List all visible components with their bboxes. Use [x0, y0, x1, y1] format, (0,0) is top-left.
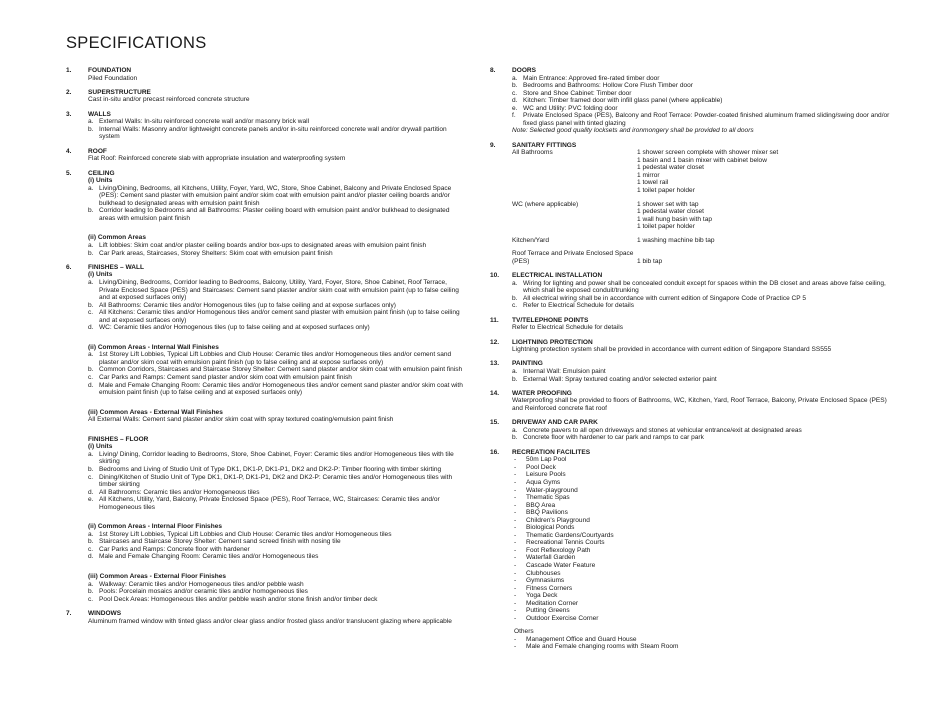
list-marker: b. — [512, 294, 518, 302]
fitting-item: 1 wall hung basin with tap — [637, 215, 712, 223]
list-text: Corridor leading to Bedrooms and all Bathrooms: Plaster ceiling board with emulsion paint and/or bulkhead to designated areas with emulsion paint finish — [99, 207, 450, 222]
spec-list-item — [512, 295, 890, 303]
section-number: 15. — [490, 419, 500, 427]
spec-list-item — [88, 596, 466, 604]
dash-marker: - — [514, 635, 517, 643]
list-marker: a. — [88, 184, 94, 192]
subsection-heading: (iii) Common Areas - External Wall Finishes — [88, 408, 223, 416]
section-number: 2. — [66, 88, 72, 96]
facility-name: Thematic Spas — [526, 494, 570, 502]
list-marker: e. — [512, 104, 518, 112]
list-marker: a. — [88, 530, 94, 538]
subsection-heading: (ii) Common Areas - Internal Wall Finishes — [88, 343, 219, 351]
spec-section — [66, 610, 466, 625]
list-marker: b. — [88, 301, 94, 309]
spec-list-item — [88, 374, 466, 382]
spec-section — [490, 449, 890, 651]
list-marker: d. — [512, 97, 518, 105]
list-marker: c. — [88, 473, 94, 481]
spec-list-item — [88, 309, 466, 324]
facility-item — [514, 524, 890, 532]
list-text: Wiring for lighting and power shall be concealed conduit except for spaces within the DB closet and areas above false ceiling, which shall be exposed conduit/trunking — [523, 279, 886, 295]
spec-list-item — [88, 553, 466, 561]
subsection-heading: (ii) Common Areas — [88, 234, 146, 242]
section-number: 10. — [490, 272, 500, 280]
spacer — [88, 424, 466, 430]
spec-list-item — [512, 97, 890, 105]
section-number: 6. — [66, 263, 72, 271]
spec-section — [490, 339, 890, 354]
section-number: 5. — [66, 169, 72, 177]
spec-list-item — [88, 250, 466, 258]
spec-text: Cast in-situ and/or precast reinforced concrete structure — [88, 96, 250, 104]
facility-item — [514, 494, 890, 502]
facility-item — [514, 592, 890, 600]
facility-item — [514, 607, 890, 615]
spacer — [88, 511, 466, 517]
spacer — [88, 561, 466, 567]
spec-list-item — [88, 302, 466, 310]
spec-section — [490, 419, 890, 442]
list-text: Car Park areas, Staircases, Storey Shelters: Skim coat with emulsion paint finish — [99, 249, 333, 257]
section-number: 8. — [490, 67, 496, 74]
spec-list-item — [88, 279, 466, 302]
list-marker: a. — [88, 580, 94, 588]
fitting-row — [512, 149, 890, 194]
list-text: 1st Storey Lift Lobbies, Typical Lift Lobbies and Club House: Ceramic tiles and/or Homogeneous tiles — [99, 530, 392, 538]
list-text: Refer to Electrical Schedule for details — [523, 302, 634, 310]
list-text: Walkway: Ceramic tiles and/or Homogeneous tiles and/or pebble wash — [99, 580, 304, 588]
facility-item — [514, 532, 890, 540]
list-marker: d. — [88, 553, 94, 561]
facility-name: Leisure Pools — [526, 471, 566, 479]
dash-marker: - — [514, 614, 517, 622]
fitting-item: 1 pedestal water closet — [637, 208, 704, 216]
list-marker: b. — [88, 538, 94, 546]
section-number: 16. — [490, 448, 500, 456]
list-text: Store and Shoe Cabinet: Timber door — [523, 89, 632, 97]
spec-text: Aluminum framed window with tinted glass and/or clear glass and/or frosted glass and/or translucent glazing where applicable — [88, 617, 452, 625]
facility-name: Meditation Corner — [526, 599, 579, 607]
dash-marker: - — [514, 554, 517, 562]
facility-name: Pool Deck — [526, 463, 556, 471]
dash-marker: - — [514, 471, 517, 479]
list-marker: d. — [88, 381, 94, 389]
spec-text: Refer to Electrical Schedule for details — [512, 324, 623, 332]
fitting-row — [512, 250, 890, 265]
dash-marker: - — [514, 516, 517, 524]
fitting-location: Roof Terrace and Private Enclosed Space (PES) — [512, 250, 634, 265]
facility-item — [514, 554, 890, 562]
spec-section — [66, 170, 466, 257]
fitting-item — [637, 250, 890, 258]
spec-list-item — [512, 75, 890, 83]
list-text: External Wall: Spray textured coating and/or selected exterior paint — [523, 375, 717, 383]
section-number: 14. — [490, 389, 500, 397]
list-marker: a. — [512, 426, 518, 434]
dash-marker: - — [514, 584, 517, 592]
right-column — [490, 67, 890, 658]
list-marker: b. — [88, 249, 94, 257]
spec-list-item — [512, 302, 890, 310]
list-text: Living/Dining, Bedrooms, Corridor leading to Bedrooms, Balcony, Utility, Yard, Foyer, Store, Shoe Cabinet, Roof Terrace, Private Enclosed Space (PES) and Staircases: Cement sand plaster and/or skim coat with emulsion paint (up to false ceiling and at exposed surfaces only) — [99, 279, 459, 302]
list-text: All Bathrooms: Ceramic tiles and/or Homogenous tiles (up to false ceiling and at expose surfaces only) — [99, 301, 396, 309]
spec-list-item — [88, 207, 466, 222]
facility-name: Management Office and Guard House — [526, 635, 637, 643]
section-number: 9. — [490, 141, 496, 149]
dash-marker: - — [514, 577, 517, 585]
facility-name: Putting Greens — [526, 607, 570, 615]
subsection-heading: (iii) Common Areas - External Floor Finishes — [88, 572, 226, 580]
spec-list-item — [88, 126, 466, 141]
dash-marker: - — [514, 599, 517, 607]
facility-name: BBQ Area — [526, 501, 556, 509]
spec-list-item — [88, 242, 466, 250]
facility-item — [514, 464, 890, 472]
fitting-item: 1 shower screen complete with shower mixer set — [637, 149, 779, 157]
dash-marker: - — [514, 539, 517, 547]
section-title: LIGHTNING PROTECTION — [512, 338, 593, 346]
dash-marker: - — [514, 531, 517, 539]
spec-list-item — [88, 538, 466, 546]
fitting-location: All Bathrooms — [512, 149, 553, 157]
fitting-item: 1 mirror — [637, 171, 660, 179]
dash-marker: - — [514, 607, 517, 615]
spec-text: Waterproofing shall be provided to floors of Bathrooms, WC, Kitchen, Yard, Roof Terrace, Balcony, Private Enclosed Space (PES) and Reinforced concrete flat roof — [512, 397, 887, 413]
dash-marker: - — [514, 463, 517, 471]
spec-list-item — [88, 588, 466, 596]
list-text: Internal Wall: Emulsion paint — [523, 368, 606, 376]
list-marker: c. — [88, 309, 94, 317]
spec-list-item — [512, 427, 890, 435]
subsection-heading: (i) Units — [88, 443, 113, 451]
other-facility-item — [514, 636, 890, 644]
list-text: Kitchen: Timber framed door with infill glass panel (where applicable) — [523, 97, 723, 105]
list-text: Lift lobbies: Skim coat and/or plaster ceiling boards and/or box-ups to designated areas with emulsion paint finish — [99, 242, 427, 250]
section-title: FINISHES – WALL — [88, 263, 145, 271]
spec-list-item — [512, 280, 890, 295]
facility-name: Biological Ponds — [526, 524, 575, 532]
facility-item — [514, 487, 890, 495]
list-text: Bedrooms and Living of Studio Unit of Type DK1, DK1-P, DK1-P1, DK2 and DK2-P: Timber flooring with timber skirting — [99, 465, 442, 473]
fitting-item: 1 shower set with tap — [637, 200, 699, 208]
list-text: Staircases and Staircase Storey Shelter: Cement sand screed finish with nosing tile — [99, 538, 341, 546]
dash-marker: - — [514, 494, 517, 502]
list-marker: b. — [512, 375, 518, 383]
list-marker: a. — [88, 118, 94, 126]
other-facility-item — [514, 643, 890, 651]
spec-list-item — [512, 82, 890, 90]
spec-list-item — [88, 474, 466, 489]
spacer — [88, 332, 466, 338]
list-text: Common Corridors, Staircases and Staircase Storey Shelter: Cement sand plaster and/or skim coat with emulsion paint finish — [99, 366, 463, 374]
spec-section — [66, 264, 466, 603]
dash-marker: - — [514, 569, 517, 577]
spec-list-item — [88, 366, 466, 374]
facility-name: Waterfall Garden — [526, 554, 576, 562]
spec-list-item — [88, 489, 466, 497]
section-title: SANITARY FITTINGS — [512, 141, 577, 149]
spec-list-item — [88, 118, 466, 126]
facility-name: Cascade Water Feature — [526, 562, 596, 569]
spec-list-item — [512, 112, 890, 127]
list-text: Internal Walls: Masonry and/or lightweight concrete panels and/or in-situ reinforced concrete wall and/or drywall partition system — [99, 125, 447, 141]
list-marker: c. — [88, 374, 94, 382]
subsection-heading: FINISHES – FLOOR — [88, 435, 149, 443]
spec-list-item — [88, 351, 466, 366]
fitting-items — [637, 250, 890, 265]
fitting-item: 1 towel rail — [637, 179, 669, 187]
list-marker: a. — [512, 368, 518, 376]
list-text: Male and Female Changing Room: Ceramic tiles and/or Homogeneous tiles and/or cement sand plaster and/or skim coat with emulsion paint finish (up to false ceiling and at exposed surfaces only) — [99, 381, 463, 397]
facility-name: Outdoor Exercise Corner — [526, 614, 599, 622]
facility-item — [514, 471, 890, 479]
section-number: 3. — [66, 110, 72, 118]
list-text: Car Parks and Ramps: Concrete floor with hardener — [99, 545, 250, 553]
fitting-item: 1 bib tap — [637, 257, 663, 265]
facility-name: Fitness Corners — [526, 584, 573, 592]
facility-name: Yoga Deck — [526, 592, 558, 600]
section-title: PAINTING — [512, 360, 543, 368]
list-marker: c. — [88, 545, 94, 553]
dash-marker: - — [514, 456, 517, 464]
spec-text: All External Walls: Cement sand plaster and/or skim coat with spray textured coating/emulsion paint finish — [88, 416, 394, 424]
list-marker: a. — [88, 351, 94, 359]
fitting-row — [512, 201, 890, 231]
dash-marker: - — [514, 562, 517, 569]
list-marker: a. — [512, 74, 518, 82]
fitting-item: 1 washing machine bib tap — [637, 236, 715, 244]
list-text: Pool Deck Areas: Homogeneous tiles and/or pebble wash and/or stone finish and/or timber deck — [99, 595, 378, 603]
list-marker: b. — [512, 82, 518, 90]
facility-name: Foot Reflexology Path — [526, 546, 591, 554]
spec-list-item — [88, 185, 466, 208]
facility-name: Water-playground — [526, 486, 578, 494]
spec-list-item — [88, 466, 466, 474]
list-text: Pools: Porcelain mosaics and/or ceramic tiles and/or homogeneous tiles — [99, 588, 308, 596]
spec-text: Flat Roof: Reinforced concrete slab with appropriate insulation and waterproofing system — [88, 155, 346, 163]
spec-list-item — [88, 496, 466, 511]
list-text: All Kitchens: Ceramic tiles and/or Homogenous tiles and/or cement sand plaster with emulsion paint finish (up to false ceiling and at exposed surfaces only) — [99, 309, 460, 324]
list-text: 1st Storey Lift Lobbies, Typical Lift Lobbies and Club House: Ceramic tiles and/or Homogeneous tiles and/or cement sand plaster and/or skim coat with emulsion paint finish (up to false ceiling and at expose surfaces only) — [99, 351, 452, 366]
list-text: External Walls: In-situ reinforced concrete wall and/or masonry brick wall — [99, 118, 310, 126]
list-marker: f. — [512, 112, 516, 120]
spec-list-item — [512, 376, 890, 384]
spec-list-item — [512, 90, 890, 98]
spec-list-item — [88, 382, 466, 397]
section-title: FOUNDATION — [88, 67, 132, 74]
spec-section — [66, 148, 466, 163]
section-title: DRIVEWAY AND CAR PARK — [512, 419, 598, 427]
dash-marker: - — [514, 478, 517, 486]
facility-name: Thematic Gardens/Courtyards — [526, 531, 614, 539]
facility-item — [514, 585, 890, 593]
spec-section — [490, 317, 890, 332]
facility-item — [514, 547, 890, 555]
list-marker: d. — [88, 488, 94, 496]
section-title: ROOF — [88, 147, 107, 155]
list-text: All Kitchens, Utility, Yard, Balcony, Private Enclosed Space (PES), Roof Terrace, WC, Staircases: Ceramic tiles and/or Homogeneous tiles — [99, 496, 440, 511]
facility-name: BBQ Pavilions — [526, 509, 568, 517]
spec-section — [490, 272, 890, 310]
others-label: Others — [514, 628, 534, 636]
section-number: 1. — [66, 67, 72, 74]
page-title: SPECIFICATIONS — [66, 34, 207, 52]
list-marker: a. — [88, 279, 94, 287]
list-text: All Bathrooms: Ceramic tiles and/or Homogeneous tiles — [99, 488, 260, 496]
list-marker: d. — [88, 324, 94, 332]
list-text: Concrete pavers to all open driveways and stones at vehicular entrance/exit at designated areas — [523, 426, 802, 434]
spec-list-item — [88, 324, 466, 332]
subsection-heading: (i) Units — [88, 177, 113, 185]
facility-name: Male and Female changing rooms with Steam Room — [526, 643, 679, 651]
fitting-items — [637, 149, 890, 194]
list-text: Living/Dining, Bedrooms, all Kitchens, Utility, Foyer, Yard, WC, Store, Shoe Cabinet, Balcony and Private Enclosed Space (PES): Cement sand plaster with emulsion paint and/or skim coat with emulsion paint and/or plaster ceiling boards and/or bulkhead to designated areas with emulsion paint finish — [99, 184, 452, 207]
section-title: CEILING — [88, 169, 115, 177]
list-marker: c. — [512, 302, 518, 310]
section-number: 4. — [66, 147, 72, 155]
facility-item — [514, 577, 890, 585]
list-text: WC: Ceramic tiles and/or Homogenous tiles (up to false ceiling and at exposed surfaces only) — [99, 324, 370, 332]
section-title: WINDOWS — [88, 609, 122, 617]
fitting-item: 1 pedestal water closet — [637, 164, 704, 172]
list-marker: c. — [88, 595, 94, 603]
list-text: Dining/Kitchen of Studio Unit of Type DK1, DK1-P, DK1-P1, DK2 and DK2-P: Ceramic tiles and/or Homogeneous tiles with timber skirting — [99, 473, 453, 489]
section-number: 11. — [490, 316, 499, 324]
fitting-item: 1 basin and 1 basin mixer with cabinet below — [637, 156, 767, 164]
section-title: ELECTRICAL INSTALLATION — [512, 272, 603, 280]
spec-section — [66, 89, 466, 104]
list-marker: a. — [88, 242, 94, 250]
spec-list-item — [512, 105, 890, 113]
spec-section — [490, 360, 890, 383]
list-marker: b. — [88, 465, 94, 473]
facility-name: Recreational Tennis Courts — [526, 539, 605, 547]
spec-section — [490, 67, 890, 135]
facility-item — [514, 509, 890, 517]
list-text: WC and Utility: PVC folding door — [523, 104, 618, 112]
list-marker: a. — [88, 450, 94, 458]
list-marker: b. — [512, 434, 518, 442]
spec-list-item — [512, 368, 890, 376]
fitting-item: 1 toilet paper holder — [637, 223, 695, 231]
spec-list-item — [88, 531, 466, 539]
spec-list-item — [88, 451, 466, 466]
fitting-location: Kitchen/Yard — [512, 236, 549, 244]
list-text: Concrete floor with hardener to car park and ramps to car park — [523, 434, 704, 442]
list-text: Car Parks and Ramps: Cement sand plaster and/or skim coat with emulsion paint finish — [99, 374, 352, 382]
spec-text: Piled Foundation — [88, 74, 138, 82]
list-text: Bedrooms and Bathrooms: Hollow Core Flush Timber door — [523, 82, 693, 90]
facility-item — [514, 562, 890, 570]
facility-item — [514, 615, 890, 623]
dash-marker: - — [514, 524, 517, 532]
dash-marker: - — [514, 592, 517, 600]
fitting-location: WC (where applicable) — [512, 200, 579, 208]
dash-marker: - — [514, 643, 517, 651]
spec-list-item — [512, 434, 890, 442]
list-text: Living/ Dining, Corridor leading to Bedrooms, Store, Shoe Cabinet, Foyer: Ceramic tiles and/or Homogeneous tiles with tile skirting — [99, 450, 454, 466]
spec-section — [66, 111, 466, 141]
list-marker: b. — [88, 588, 94, 596]
dash-marker: - — [514, 509, 517, 517]
subsection-heading: (ii) Common Areas - Internal Floor Finishes — [88, 523, 222, 531]
list-text: Main Entrance: Approved fire-rated timber door — [523, 74, 660, 82]
facility-item — [514, 539, 890, 547]
list-marker: b. — [88, 125, 94, 133]
list-text: Male and Female Changing Room: Ceramic tiles and/or Homogeneous tiles — [99, 553, 319, 561]
section-title: SUPERSTRUCTURE — [88, 88, 151, 96]
facility-item — [514, 479, 890, 487]
spec-list-item — [88, 546, 466, 554]
spec-note: Note: Selected good quality locksets and ironmongery shall be provided to all doors — [512, 127, 754, 135]
dash-marker: - — [514, 546, 517, 554]
spec-list-item — [88, 581, 466, 589]
list-marker: c. — [512, 89, 518, 97]
facility-item — [514, 570, 890, 578]
spec-section — [490, 142, 890, 266]
list-marker: e. — [88, 496, 94, 504]
list-marker: a. — [512, 279, 518, 287]
list-marker: b. — [88, 366, 94, 374]
facility-name: Children's Playground — [526, 516, 590, 524]
spec-text: Lightning protection system shall be provided in accordance with current edition of Singapore Standard SS555 — [512, 346, 832, 354]
list-text: All electrical wiring shall be in accordance with current edition of Singapore Code of Practice CP 5 — [523, 294, 806, 302]
subsection-heading: (i) Units — [88, 271, 113, 279]
section-number: 7. — [66, 609, 72, 617]
dash-marker: - — [514, 486, 517, 494]
fitting-item: 1 toilet paper holder — [637, 187, 695, 194]
spacer — [88, 397, 466, 403]
left-column — [66, 67, 466, 632]
spacer — [88, 222, 466, 228]
fitting-items — [637, 201, 890, 231]
facility-item — [514, 456, 890, 464]
facility-item — [514, 502, 890, 510]
section-title: DOORS — [512, 67, 537, 74]
list-text: Private Enclosed Space (PES), Balcony and Roof Terrace: Powder-coated finished aluminum framed sliding/swing door and/or fixed glass panel with tinted glazing — [523, 112, 890, 127]
section-number: 12. — [490, 338, 500, 346]
spec-section — [490, 390, 890, 413]
facility-name: Gymnasiums — [526, 577, 565, 585]
facility-item — [514, 600, 890, 608]
facility-name: Aqua Gyms — [526, 478, 561, 486]
list-marker: b. — [88, 207, 94, 215]
section-title: WATER PROOFING — [512, 389, 572, 397]
section-title: WALLS — [88, 110, 111, 118]
fitting-items — [637, 237, 890, 245]
spec-section — [66, 67, 466, 82]
section-title: RECREATION FACILITES — [512, 448, 591, 456]
fitting-row — [512, 237, 890, 245]
section-number: 13. — [490, 360, 500, 368]
facility-name: 50m Lap Pool — [526, 456, 567, 464]
dash-marker: - — [514, 501, 517, 509]
facility-name: Clubhouses — [526, 569, 561, 577]
section-title: TV/TELEPHONE POINTS — [512, 316, 589, 324]
facility-item — [514, 517, 890, 525]
